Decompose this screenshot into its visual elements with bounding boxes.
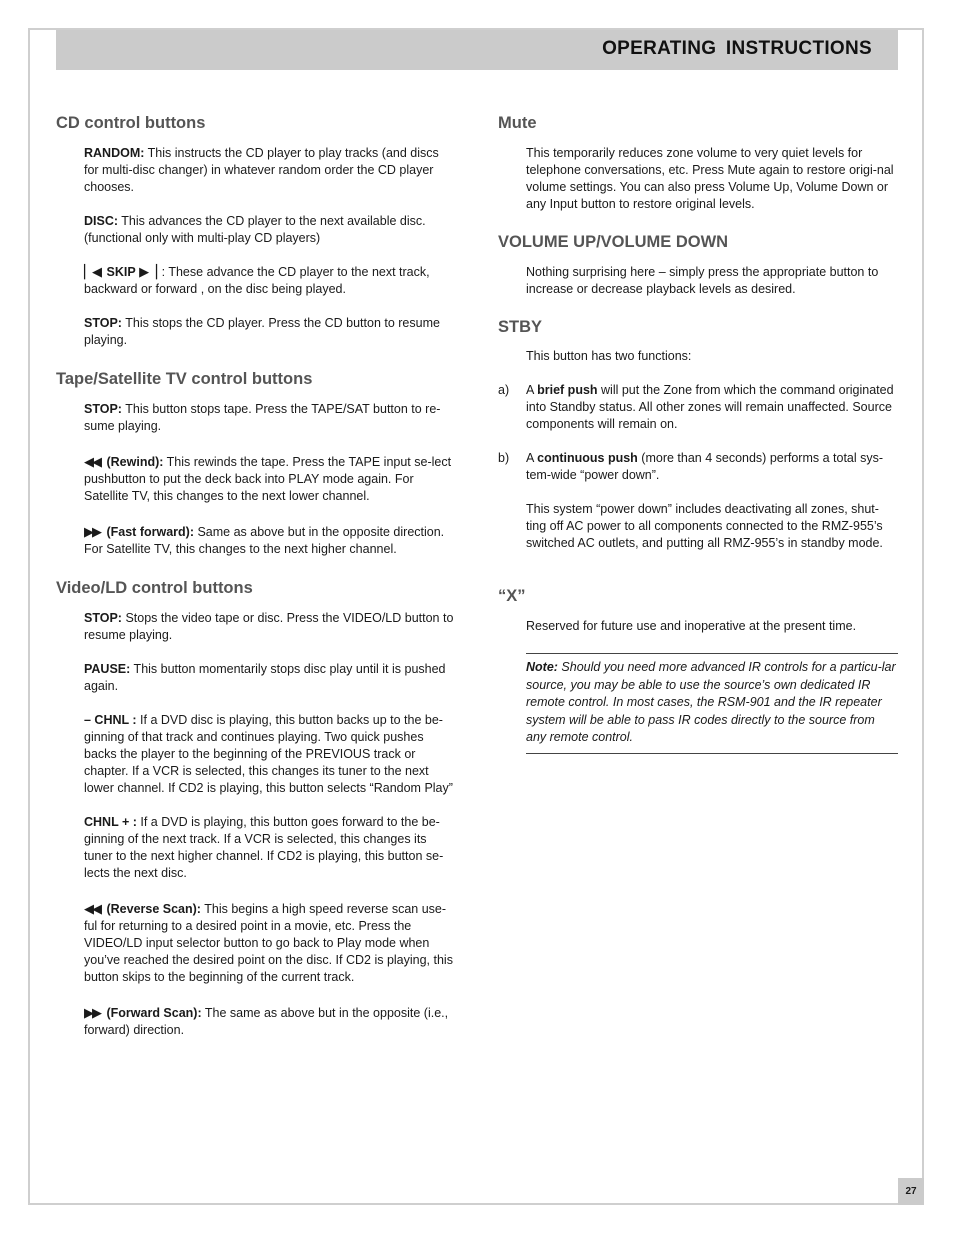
note-text: Should you need more advanced IR controls for a particu-lar source, you may be able to use the source’s own dedicated IR remote control. In most cases, the RSM-901 and the IR repeater system will be able to pass IR codes directly to the source from any remote control.: [526, 660, 896, 744]
volume-heading: VOLUME UP/VOLUME DOWN: [498, 233, 729, 251]
cd-heading: CD control buttons: [56, 114, 206, 132]
rewind-label: (Rewind):: [106, 455, 164, 469]
stby-item-a: [498, 382, 898, 433]
skip-forward-icon: ▶▕: [139, 265, 156, 280]
tape-ff-paragraph: [84, 524, 456, 558]
continuous-push-label: continuous push: [537, 451, 638, 465]
item-b-text: (more than 4 seconds) performs a total sys-tem-wide “power down”.: [526, 451, 884, 482]
note-box: [526, 653, 898, 754]
right-column: [498, 114, 898, 754]
forward-scan-icon: ▶▶: [84, 1006, 100, 1021]
note-label: Note:: [526, 660, 558, 674]
mute-heading: Mute: [498, 114, 537, 132]
video-stop-text: Stops the video tape or disc. Press the VIDEO/LD button to resume playing.: [84, 611, 454, 642]
video-heading: Video/LD control buttons: [56, 579, 253, 597]
ff-text: Same as above but in the opposite direction. For Satellite TV, this changes to the next higher channel.: [84, 525, 445, 556]
cd-stop-paragraph: [84, 315, 456, 349]
disc-label: DISC:: [84, 214, 119, 228]
disc-text: This advances the CD player to the next available disc. (functional only with multi-play CD players): [84, 214, 426, 245]
chnl-plus-label: CHNL + :: [84, 815, 137, 829]
item-a-text: will put the Zone from which the command originated into Standby status. All other zones will remain unaffected. Source components will remain on.: [526, 383, 894, 431]
left-column: [56, 114, 456, 1039]
cd-random-paragraph: [84, 145, 456, 196]
chnl-minus-text: If a DVD disc is playing, this button backs up to the be-ginning of that track and continues playing. Two quick pushes backs the player to the beginning of the PREVIOUS track or chapter. If a VCR is selected, this changes its tuner to the next lower channel. If CD2 is playing, this button selects “Random Play”: [84, 713, 453, 795]
video-stop-label: STOP:: [84, 611, 122, 625]
cd-skip-paragraph: [84, 264, 456, 298]
cd-stop-text: This stops the CD player. Press the CD button to resume playing.: [84, 316, 440, 347]
chnl-minus-label: – CHNL :: [84, 713, 137, 727]
cd-stop-label: STOP:: [84, 316, 122, 330]
mute-text: This temporarily reduces zone volume to very quiet levels for telephone conversations, etc. Press Mute again to restore origi-nal volume settings. You can also press Volume Up, Volume Down or any Input button to restore original levels.: [526, 146, 894, 211]
header-bar: [56, 30, 898, 70]
chnl-minus-paragraph: [84, 712, 456, 797]
page-title: OPERATING INSTRUCTIONS: [602, 38, 872, 59]
ff-label: (Fast forward):: [106, 525, 194, 539]
forward-scan-paragraph: [84, 1005, 456, 1039]
page-number: 27: [898, 1178, 924, 1205]
chnl-plus-paragraph: [84, 814, 456, 882]
item-b-marker: b): [498, 451, 510, 465]
item-b-prefix: A: [526, 451, 538, 465]
cd-disc-paragraph: [84, 213, 456, 247]
tape-stop-paragraph: [84, 401, 456, 435]
video-stop-paragraph: [84, 610, 456, 644]
fast-forward-icon: ▶▶: [84, 525, 100, 540]
reverse-scan-icon: ◀◀: [84, 902, 100, 917]
chnl-plus-text: If a DVD is playing, this button goes forward to the be-ginning of the next track. If a VCR is selected, this changes its tuner to the next higher channel. If CD2 is playing, this button se-lects the next disc.: [84, 815, 444, 880]
tape-heading: Tape/Satellite TV control buttons: [56, 370, 313, 388]
forward-scan-label: (Forward Scan):: [106, 1006, 202, 1020]
brief-push-label: brief push: [537, 383, 598, 397]
pause-label: PAUSE:: [84, 662, 131, 676]
item-a-prefix: A: [526, 383, 538, 397]
rewind-text: This rewinds the tape. Press the TAPE input se-lect pushbutton to put the deck back into PLAY mode again. For Satellite TV, this changes to the next lower channel.: [84, 455, 452, 503]
random-text: This instructs the CD player to play tracks (and discs for multi-disc changer) in whatever random order the CD player chooses.: [84, 146, 439, 194]
skip-back-icon: ▏◀: [84, 265, 100, 280]
random-label: RANDOM:: [84, 146, 145, 160]
x-text: Reserved for future use and inoperative at the present time.: [526, 619, 857, 633]
skip-text: : These advance the CD player to the next track, backward or forward , on the disc being played.: [84, 265, 430, 296]
stby-intro: This button has two functions:: [526, 349, 692, 363]
video-pause-paragraph: [84, 661, 456, 695]
x-heading: “X”: [498, 587, 526, 605]
pause-text: This button momentarily stops disc play until it is pushed again.: [84, 662, 446, 693]
reverse-scan-label: (Reverse Scan):: [106, 902, 201, 916]
stby-item-b: [498, 450, 898, 484]
stby-heading: STBY: [498, 318, 543, 336]
tape-stop-label: STOP:: [84, 402, 122, 416]
item-a-marker: a): [498, 383, 510, 397]
forward-scan-text: The same as above but in the opposite (i.e., forward) direction.: [84, 1006, 449, 1037]
volume-text: Nothing surprising here – simply press the appropriate button to increase or decrease playback levels as desired.: [526, 265, 879, 296]
skip-label: SKIP: [106, 265, 136, 279]
tape-stop-text: This button stops tape. Press the TAPE/SAT button to re-sume playing.: [84, 402, 441, 433]
rewind-icon: ◀◀: [84, 455, 100, 470]
tape-rewind-paragraph: [84, 454, 456, 505]
reverse-scan-text: This begins a high speed reverse scan use-ful for returning to a desired point in a movie, etc. Press the VIDEO/LD input selector button to go back to Play mode when you’ve reached the desired point on the disc. If CD2 is playing, this button skips to the beginning of the current track.: [84, 902, 453, 984]
power-down-text: This system “power down” includes deactivating all zones, shut-ting off AC power to all components connected to the RMZ-955’s switched AC outlets, and putting all RMZ-955’s in standby mode.: [526, 502, 883, 550]
reverse-scan-paragraph: [84, 901, 456, 986]
